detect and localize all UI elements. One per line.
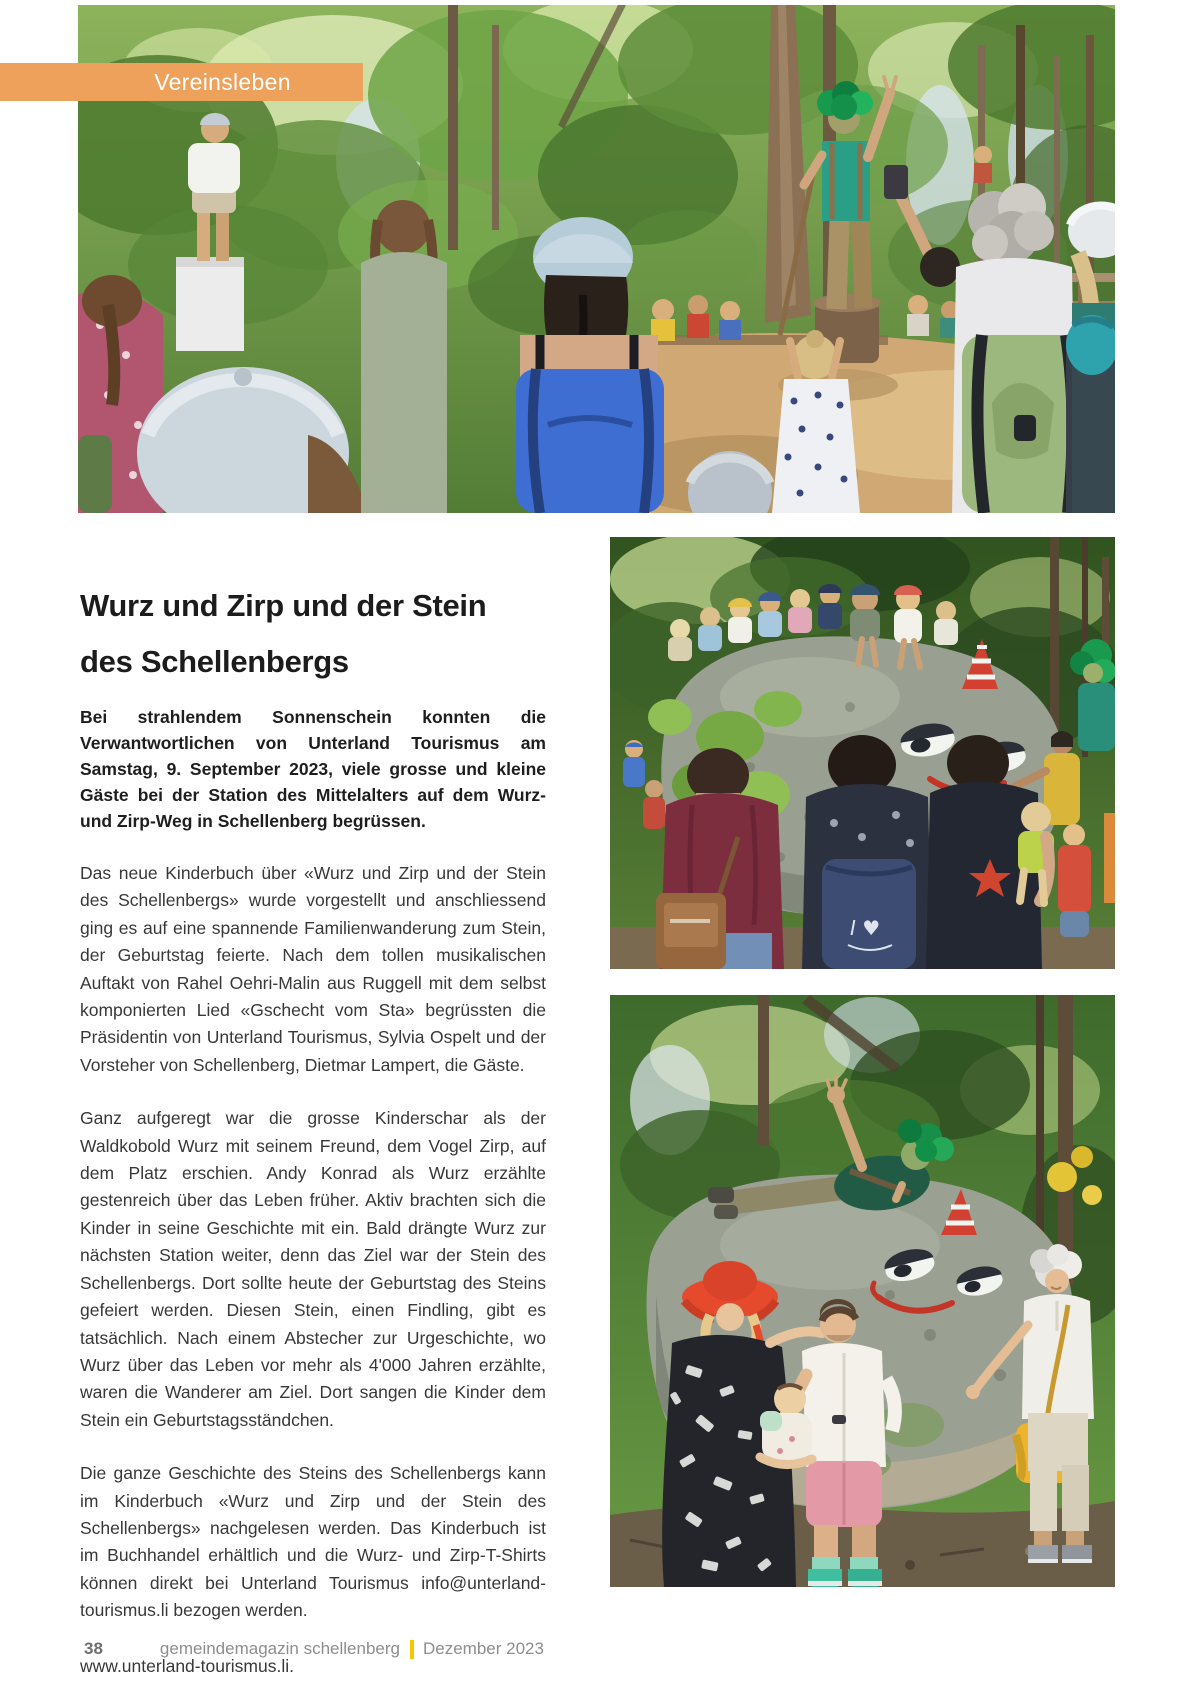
photo-kids-on-rock-illustration [610,537,1115,969]
article-title [80,578,546,690]
article-title-line1: Wurz und Zirp und der Stein [80,588,487,623]
page-footer [84,1637,544,1661]
section-tag-label: Vereinsleben [154,68,291,95]
article-paragraph-1: Das neue Kinderbuch über «Wurz und Zirp und der Stein des Schellenbergs» wurde vorgestellt und anschliessend ging es auf eine spannende Familienwanderung zum Stein, der Geburtstag feierte. Nach dem tollen musikalischen Auftakt von Rahel Oehri-Malin aus Ruggell mit dem selbst komponierten Lied «Gschecht vom Sta» begrüssten die Präsidentin von Unterland Tourismus, Sylvia Ospelt und der Vorsteher von Schellenberg, Dietmar Lampert, die Gäste. [80,863,546,1075]
photo-family-at-rock [610,995,1115,1587]
article-paragraph-2: Ganz aufgeregt war die grosse Kinderschar als der Waldkobold Wurz mit seinem Freund, dem Vogel Zirp, auf dem Platz erschien. Andy Konrad als Wurz erzählte gestenreich über das Leben früher. Aktiv brachten sich die Kinder in seine Geschichte mit ein. Bald drängte Wurz zur nächsten Station weiter, denn das Ziel war der Stein des Schellenbergs. Dort sollte heute der Geburtstag des Steins gefeiert werden. Diesen Stein, einen Findling, gibt es tatsächlich. Nach einem Abstecher zur Urgeschichte, wo Wurz über das Leben vor mehr als 4'000 Jahren erzählte, waren die Wanderer am Ziel. Dort sangen die Kinder dem Stein ein Geburtstagsständchen. [80,1108,546,1430]
photo-kids-on-rock [610,537,1115,969]
article-title-line2: des Schellenbergs [80,644,349,679]
footer-issue-date: Dezember 2023 [422,1639,544,1658]
article-column [80,578,546,1677]
article-website: www.unterland-tourismus.li. [80,1655,294,1676]
bag-print-text: I ♥ [850,916,881,940]
page-number: 38 [84,1639,103,1658]
footer-magazine-name: gemeindemagazin schellenberg [159,1639,400,1658]
photo-family-at-rock-illustration [610,995,1115,1587]
section-tag [0,63,363,101]
article-lead: Bei strahlendem Sonnenschein konnten die Verwantwortlichen von Unterland Tourismus am Samstag, 9. September 2023, viele grosse und kleine Gäste bei der Station des Mittelalters auf dem Wurz- und Zirp-Weg in Schellenberg begrüssen. [80,707,546,831]
footer-divider [410,1640,414,1659]
article-paragraph-3: Die ganze Geschichte des Steins des Schellenbergs kann im Kinderbuch «Wurz und Zirp und der Stein des Schellenbergs» nachgelesen werden. Das Kinderbuch ist im Buchhandel erhältlich und die Wurz- und Zirp-T-Shirts können direkt bei Unterland Tourismus info@unterland-tourismus.li bezogen werden. [80,1463,546,1621]
